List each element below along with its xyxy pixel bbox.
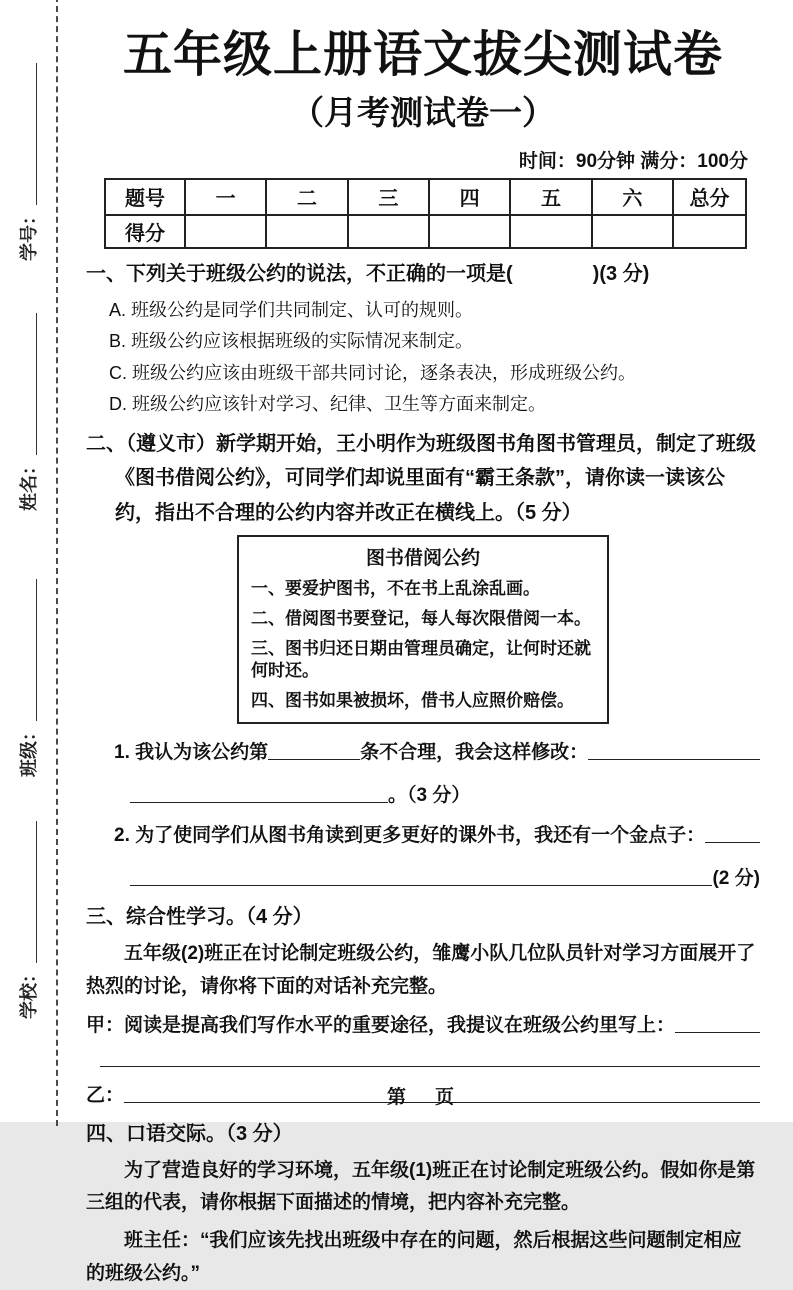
question-4-teacher-line: 班主任：“我们应该先找出班级中存在的问题，然后根据这些问题制定相应的班级公约。” bbox=[86, 1230, 742, 1284]
question-2-sub-2 bbox=[114, 820, 760, 890]
question-1-stem: 一、下列关于班级公约的说法，不正确的一项是( )(3 分) bbox=[86, 262, 650, 285]
answer-blank bbox=[130, 802, 388, 803]
school-label: 学校： bbox=[19, 965, 39, 1019]
score-cell-empty bbox=[510, 215, 591, 248]
sub2-line-2 bbox=[130, 863, 760, 890]
name-blank bbox=[36, 313, 37, 455]
question-1-option-c: C. 班级公约应该由班级干部共同讨论，逐条表决，形成班级公约。 bbox=[109, 362, 636, 383]
speaker-b-text: 乙： bbox=[86, 1084, 125, 1106]
question-1-option-b: B. 班级公约应该根据班级的实际情况来制定。 bbox=[109, 331, 474, 352]
question-3-speaker-a-line bbox=[86, 1010, 760, 1037]
score-table-cell: 六 bbox=[592, 179, 673, 215]
score-cell-empty bbox=[348, 215, 429, 248]
sub1-text-pre: 1. 我认为该公约第 bbox=[114, 742, 269, 764]
school-blank bbox=[36, 821, 37, 963]
margin-field-student-id bbox=[15, 61, 41, 261]
score-table-header-row bbox=[105, 179, 746, 215]
question-4-intro: 为了营造良好的学习环境，五年级(1)班正在讨论制定班级公约。假如你是第三组的代表，请你根据下面描述的情境，把内容补充完整。 bbox=[86, 1159, 756, 1214]
margin-field-name bbox=[15, 311, 41, 511]
score-cell-empty bbox=[185, 215, 266, 248]
question-2-sub-1 bbox=[114, 737, 760, 807]
answer-blank bbox=[675, 1032, 760, 1033]
notice-rule-3: 三、图书归还日期由管理员确定，让何时还就何时还。 bbox=[251, 639, 591, 681]
class-blank bbox=[36, 579, 37, 721]
library-notice-box bbox=[237, 535, 609, 724]
score-cell-empty bbox=[429, 215, 510, 248]
question-4 bbox=[86, 1119, 760, 1290]
question-3-intro: 五年级(2)班正在讨论制定班级公约，雏鹰小队几位队员针对学习方面展开了热烈的讨论，请你将下面的对话补充完整。 bbox=[86, 943, 756, 998]
page-footer: 第 页 bbox=[386, 1087, 459, 1108]
answer-blank bbox=[705, 842, 760, 843]
score-table-cell: 总分 bbox=[673, 179, 746, 215]
answer-blank bbox=[130, 885, 712, 886]
notice-rule-1: 一、要爱护图书，不在书上乱涂乱画。 bbox=[251, 578, 540, 598]
class-label: 班级： bbox=[19, 723, 39, 777]
sub1-line-1 bbox=[114, 737, 760, 764]
sub1-line-2 bbox=[130, 780, 760, 807]
answer-blank bbox=[100, 1037, 760, 1067]
seal-dashed-line bbox=[56, 0, 58, 1126]
sub2-line-1 bbox=[114, 820, 760, 847]
answer-blank bbox=[588, 759, 760, 760]
margin-field-school bbox=[15, 819, 41, 1019]
score-cell-empty bbox=[673, 215, 746, 248]
question-3-stem: 三、综合性学习。（4 分） bbox=[86, 906, 313, 929]
score-cell-empty bbox=[266, 215, 347, 248]
score-table-cell: 二 bbox=[266, 179, 347, 215]
sub2-text-pre: 2. 为了使同学们从图书角读到更多更好的课外书，我还有一个金点子： bbox=[114, 825, 706, 847]
score-table-cell: 三 bbox=[348, 179, 429, 215]
score-table-score-row bbox=[105, 215, 746, 248]
score-row-label: 得分 bbox=[105, 215, 185, 248]
student-id-blank bbox=[36, 63, 37, 205]
notice-rule-4: 四、图书如果被损坏，借书人应照价赔偿。 bbox=[251, 691, 574, 711]
question-1 bbox=[86, 259, 760, 416]
score-table-cell: 一 bbox=[185, 179, 266, 215]
sub2-score-tail: (2 分) bbox=[712, 868, 760, 890]
score-table bbox=[104, 178, 747, 249]
answer-blank bbox=[268, 759, 360, 760]
sub1-text-tail: 。（3 分） bbox=[388, 785, 471, 807]
score-table-cell: 四 bbox=[429, 179, 510, 215]
margin-field-class bbox=[15, 577, 41, 777]
score-cell-empty bbox=[592, 215, 673, 248]
question-1-option-d: D. 班级公约应该针对学习、纪律、卫生等方面来制定。 bbox=[109, 394, 546, 415]
question-3 bbox=[86, 902, 760, 1106]
notice-rule-2: 二、借阅图书要登记，每人每次限借阅一本。 bbox=[251, 609, 591, 629]
notice-title: 图书借阅公约 bbox=[365, 547, 480, 569]
page-subtitle: （月考测试卷一） bbox=[291, 93, 555, 131]
name-label: 姓名： bbox=[19, 457, 39, 511]
student-id-label: 学号： bbox=[19, 207, 39, 261]
exam-time-score-info: 时间：90分钟 满分：100分 bbox=[518, 150, 748, 172]
sub1-text-mid: 条不合理，我会这样修改： bbox=[360, 742, 589, 764]
score-table-cell: 题号 bbox=[105, 179, 185, 215]
speaker-a-text: 甲：阅读是提高我们写作水平的重要途径，我提议在班级公约里写上： bbox=[86, 1014, 676, 1036]
question-2-stem: 二、（遵义市）新学期开始，王小明作为班级图书角图书管理员，制定了班级《图书借阅公约》，可同学们却说里面有“霸王条款”，请你读一读该公约，指出不合理的公约内容并改正在横线上。（5 分） bbox=[86, 432, 756, 524]
question-1-option-a: A. 班级公约是同学们共同制定、认可的规则。 bbox=[109, 299, 474, 320]
question-2 bbox=[86, 427, 760, 891]
score-table-cell: 五 bbox=[510, 179, 591, 215]
question-4-stem: 四、口语交际。（3 分） bbox=[86, 1122, 293, 1145]
page-title: 五年级上册语文拔尖测试卷 bbox=[122, 28, 723, 82]
